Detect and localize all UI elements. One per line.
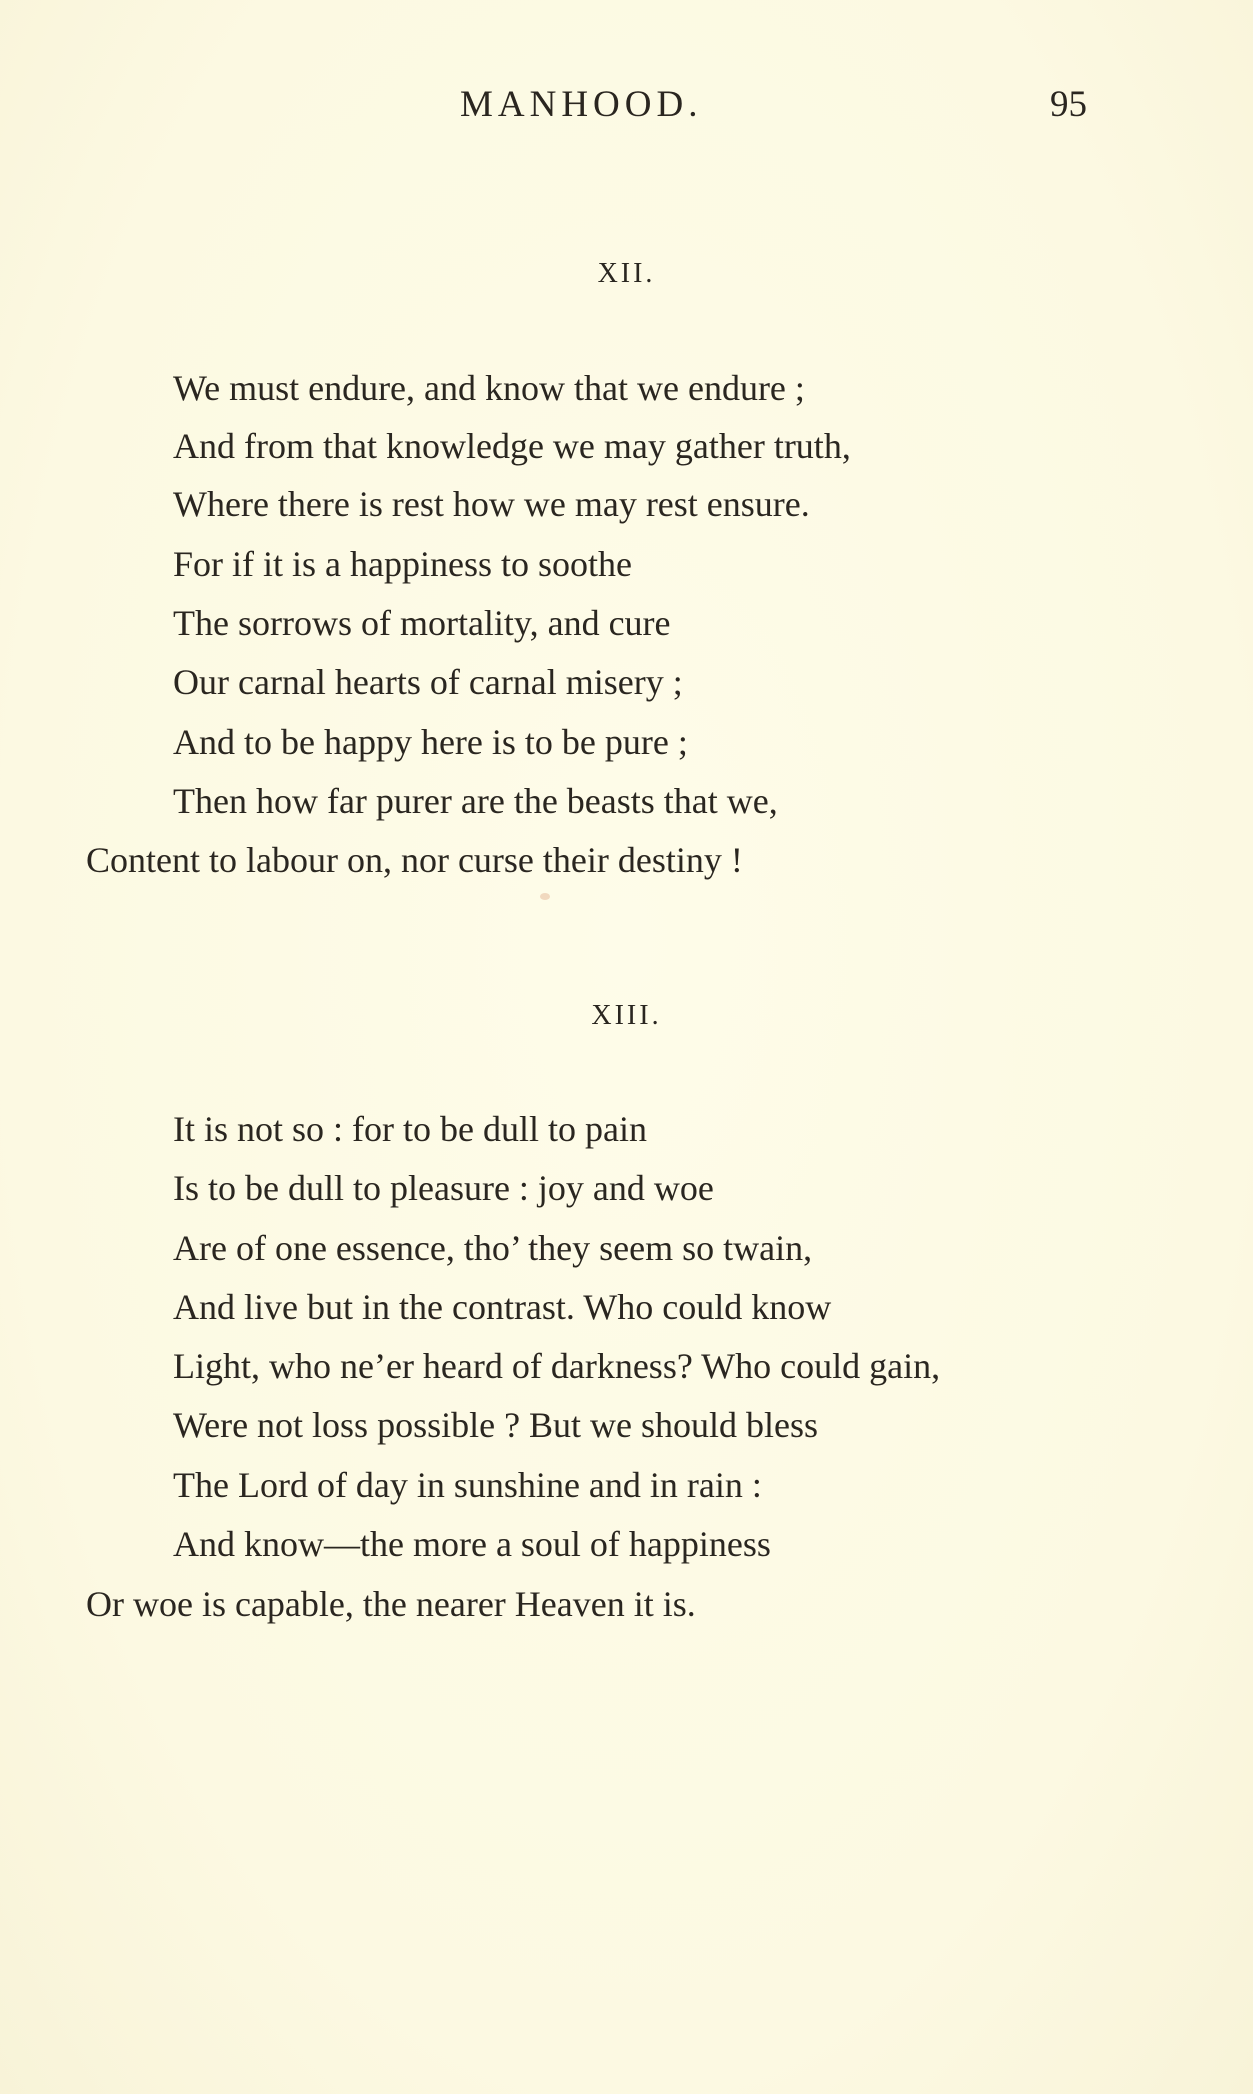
verse-line: Where there is rest how we may rest ensure. bbox=[173, 484, 810, 524]
verse-line: And from that knowledge we may gather truth, bbox=[173, 426, 851, 466]
paper-spot bbox=[540, 893, 550, 900]
verse-line: Light, who ne’er heard of darkness? Who could gain, bbox=[173, 1346, 941, 1386]
verse-line: Or woe is capable, the nearer Heaven it is. bbox=[86, 1584, 696, 1624]
stanza-number: XII. bbox=[597, 258, 656, 289]
verse-line: Were not loss possible ? But we should bless bbox=[173, 1405, 819, 1445]
verse-line: And live but in the contrast. Who could know bbox=[173, 1287, 832, 1327]
verse-line: Are of one essence, tho’ they seem so twain, bbox=[173, 1228, 813, 1268]
verse-line: And know—the more a soul of happiness bbox=[173, 1524, 771, 1564]
page-number: 95 bbox=[1050, 84, 1087, 125]
verse-line: The sorrows of mortality, and cure bbox=[173, 603, 671, 643]
stanza-number: XIII. bbox=[591, 1000, 662, 1031]
running-head bbox=[0, 80, 1253, 130]
verse-line: It is not so : for to be dull to pain bbox=[173, 1109, 647, 1149]
verse-line: We must endure, and know that we endure ; bbox=[173, 368, 805, 408]
verse-line: Then how far purer are the beasts that we, bbox=[173, 781, 778, 821]
verse-line: Content to labour on, nor curse their destiny ! bbox=[86, 840, 743, 880]
verse-line: And to be happy here is to be pure ; bbox=[173, 722, 688, 762]
verse-line: The Lord of day in sunshine and in rain : bbox=[173, 1465, 762, 1505]
verse-line: Is to be dull to pleasure : joy and woe bbox=[173, 1168, 714, 1208]
running-title: MANHOOD. bbox=[460, 84, 703, 125]
verse-line: Our carnal hearts of carnal misery ; bbox=[173, 662, 683, 702]
verse-line: For if it is a happiness to soothe bbox=[173, 544, 632, 584]
